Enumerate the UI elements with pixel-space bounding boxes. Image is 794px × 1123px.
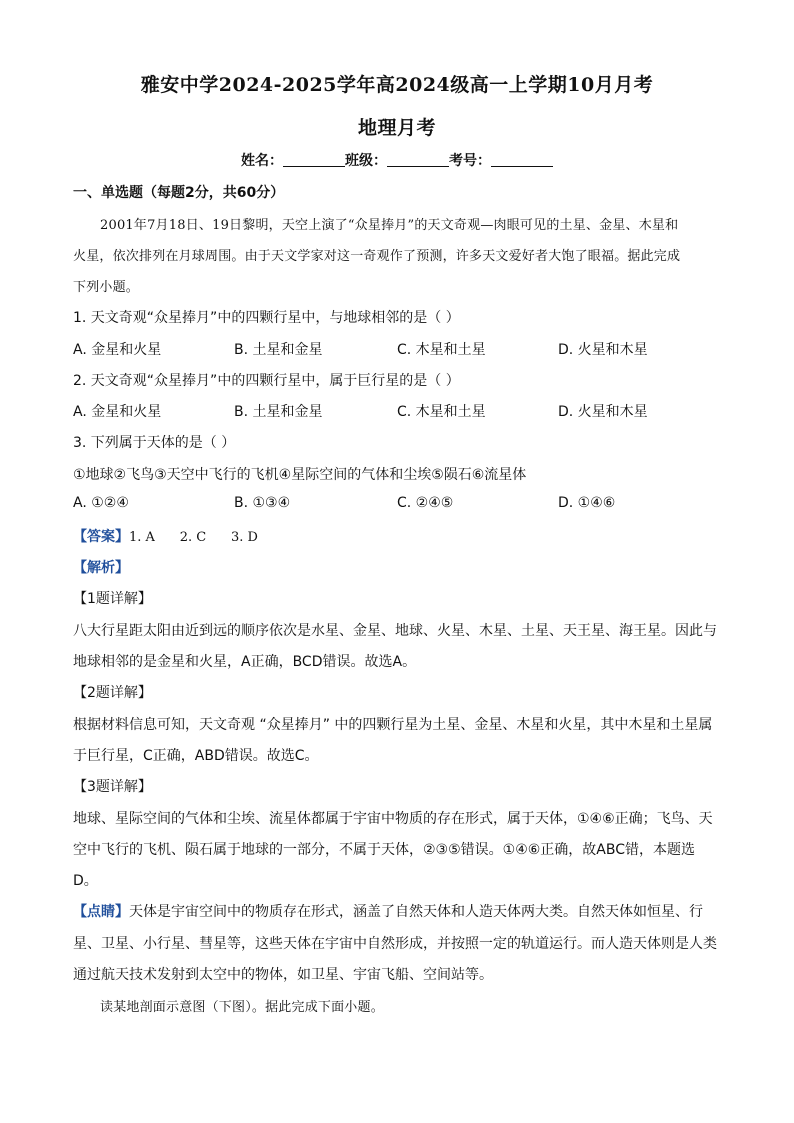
analysis-label: 【解析】 <box>73 560 129 576</box>
q1-detail-line2: 地球相邻的是金星和火星，A正确，BCD错误。故选A。 <box>73 654 417 670</box>
q3-option-a: A. ①②④ <box>73 495 129 511</box>
q1-option-a: A. 金星和火星 <box>73 342 162 358</box>
exam-subtitle: 地理月考 <box>357 117 436 139</box>
highlight-line3: 通过航天技术发射到太空中的物体，如卫星、宇宙飞船、空间站等。 <box>73 967 493 983</box>
q1-option-d: D. 火星和木星 <box>558 342 648 358</box>
q3-detail-line3: D。 <box>73 873 98 889</box>
id-blank <box>491 152 553 167</box>
student-info-row <box>0 150 794 170</box>
q2-detail-label: 【2题详解】 <box>73 685 152 701</box>
answer-label: 【答案】 <box>73 529 129 545</box>
q3-option-b: B. ①③④ <box>234 495 291 511</box>
material1-line1: 2001年7月18日、19日黎明，天空上演了“众星捧月”的天文奇观—肉眼可见的土星、金星、木星和 <box>100 218 679 233</box>
answer-row <box>73 526 258 546</box>
highlight-line2: 星、卫星、小行星、彗星等，这些天体在宇宙中自然形成，并按照一定的轨道运行。而人造天体则是人类 <box>73 936 717 952</box>
q3-option-d: D. ①④⑥ <box>558 495 616 511</box>
q2-option-b: B. 土星和金星 <box>234 404 323 420</box>
q3-detail-line2: 空中飞行的飞机、陨石属于地球的一部分，不属于天体，②③⑤错误。①④⑥正确，故ABC错，本题选 <box>73 842 696 858</box>
question-3-items: ①地球②飞鸟③天空中飞行的飞机④星际空间的气体和尘埃⑤陨石⑥流星体 <box>73 467 527 483</box>
q1-detail-line1: 八大行星距太阳由近到远的顺序依次是水星、金星、地球、火星、木星、土星、天王星、海王星。因此与 <box>73 623 717 639</box>
q2-detail-line1: 根据材料信息可知，天文奇观 “众星捧月” 中的四颗行星为土星、金星、木星和火星，其中木星和土星属 <box>73 717 713 733</box>
q3-detail-label: 【3题详解】 <box>73 779 152 795</box>
q3-option-c: C. ②④⑤ <box>397 495 454 511</box>
material1-line3: 下列小题。 <box>73 280 140 295</box>
class-label: 班级： <box>345 153 387 169</box>
highlight-line1: 天体是宇宙空间中的物质存在形式，涵盖了自然天体和人造天体两大类。自然天体如恒星、行 <box>129 904 703 920</box>
section-heading: 一、单选题（每题2分，共60分） <box>73 185 285 201</box>
q2-detail-line2: 于巨行星，C正确，ABD错误。故选C。 <box>73 748 319 764</box>
question-2-stem: 2. 天文奇观“众星捧月”中的四颗行星中，属于巨行星的是（ ） <box>73 373 460 389</box>
id-label: 考号： <box>449 153 491 169</box>
name-label: 姓名： <box>241 153 283 169</box>
q1-detail-label: 【1题详解】 <box>73 591 152 607</box>
q2-option-a: A. 金星和火星 <box>73 404 162 420</box>
material1-line2: 火星，依次排列在月球周围。由于天文学家对这一奇观作了预测，许多天文爱好者大饱了眼福。据此完成 <box>73 249 681 264</box>
highlight-line1-row <box>73 901 703 921</box>
name-blank <box>283 152 345 167</box>
answer-text: 1. A 2. C 3. D <box>129 530 258 545</box>
class-blank <box>387 152 449 167</box>
q2-option-c: C. 木星和土星 <box>397 404 486 420</box>
exam-title: 雅安中学2024-2025学年高2024级高一上学期10月月考 <box>140 74 654 96</box>
highlight-label: 【点睛】 <box>73 904 129 920</box>
question-3-stem: 3. 下列属于天体的是（ ） <box>73 435 236 451</box>
q2-option-d: D. 火星和木星 <box>558 404 648 420</box>
q1-option-c: C. 木星和土星 <box>397 342 486 358</box>
question-1-stem: 1. 天文奇观“众星捧月”中的四颗行星中，与地球相邻的是（ ） <box>73 310 460 326</box>
material2-line1: 读某地剖面示意图（下图）。据此完成下面小题。 <box>100 1000 384 1015</box>
q3-detail-line1: 地球、星际空间的气体和尘埃、流星体都属于宇宙中物质的存在形式，属于天体，①④⑥正确；飞鸟、天 <box>73 811 713 827</box>
q1-option-b: B. 土星和金星 <box>234 342 323 358</box>
